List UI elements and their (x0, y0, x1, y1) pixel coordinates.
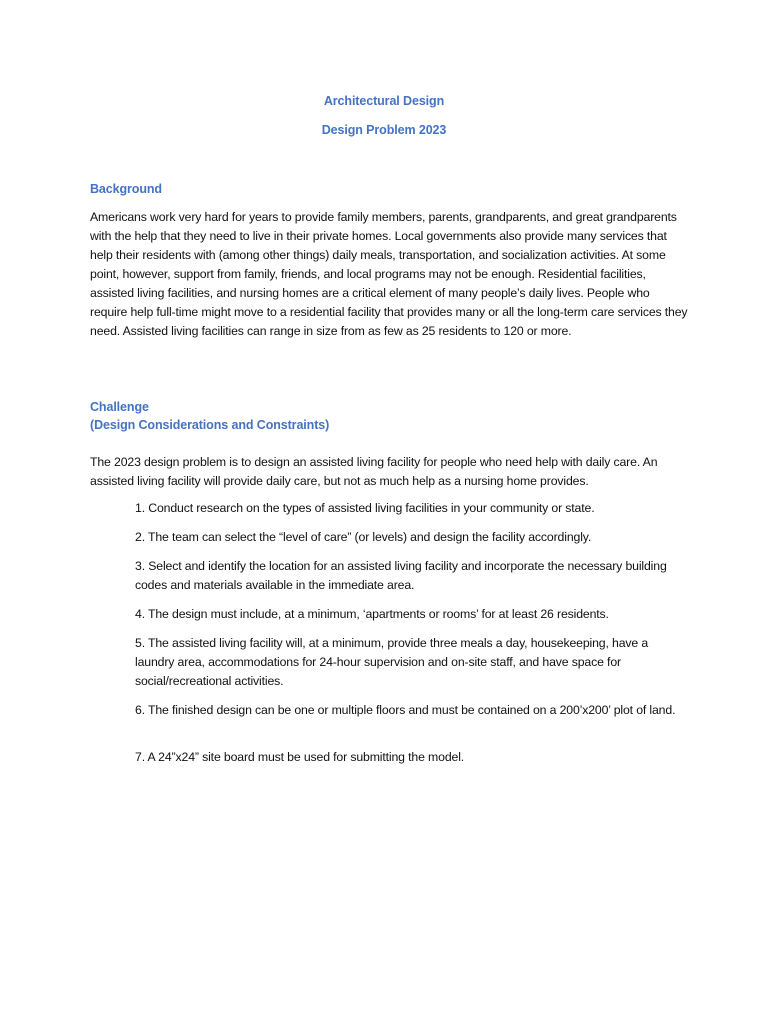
list-item: 7. A 24”x24” site board must be used for submitting the model. (135, 750, 465, 764)
challenge-heading: Challenge (90, 400, 149, 414)
list-item: 5. The assisted living facility will, at a minimum, provide three meals a day, housekeeping, have a laundry area, accommodations for 24-hour supervision and on-site staff, and have space for social/recreational activities. (135, 636, 649, 688)
list-item: 4. The design must include, at a minimum, ‘apartments or rooms’ for at least 26 residents. (135, 607, 609, 621)
challenge-intro-paragraph: The 2023 design problem is to design an assisted living facility for people who need help with daily care. An assisted living facility will provide daily care, but not as much help as a nursing home provides. (90, 455, 658, 488)
challenge-subheading: (Design Considerations and Constraints) (90, 418, 330, 432)
list-item: 1. Conduct research on the types of assisted living facilities in your community or state. (135, 501, 595, 515)
background-paragraph: Americans work very hard for years to provide family members, parents, grandparents, and great grandparents with the help that they need to live in their private homes. Local governments also provide many services that help their residents with (among other things) daily meals, transportation, and socialization activities. At some point, however, support from family, friends, and local programs may not be enough. Residential facilities, assisted living facilities, and nursing homes are a critical element of many people’s daily lives. People who require help full-time might move to a residential facility that provides many or all the long-term care services they need. Assisted living facilities can range in size from as few as 25 residents to 120 or more. (90, 210, 688, 338)
list-item: 6. The finished design can be one or multiple floors and must be contained on a 200’x200’ plot of land. (135, 703, 676, 717)
list-item: 2. The team can select the “level of care” (or levels) and design the facility accordingly. (135, 530, 592, 544)
document-title: Architectural Design (323, 94, 445, 108)
list-item: 3. Select and identify the location for an assisted living facility and incorporate the necessary building codes and materials available in the immediate area. (135, 559, 667, 592)
background-heading: Background (90, 182, 162, 196)
document-subtitle: Design Problem 2023 (321, 123, 447, 137)
